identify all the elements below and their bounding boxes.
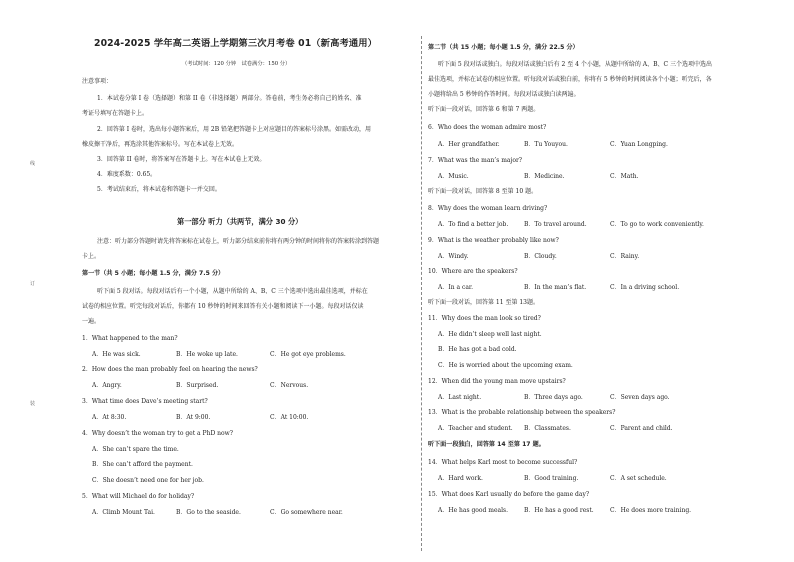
- option-a[interactable]: A．In a car.: [438, 284, 474, 291]
- option-a[interactable]: A．Her grandfather.: [438, 141, 500, 148]
- section2-intro: 最佳选项，并标在试卷的相应位置。听每段对话或独白前，你将有 5 秒钟的时间阅读各个小题；听完后，各: [428, 76, 712, 83]
- question-8: 8．Why does the woman learn driving?: [428, 205, 548, 212]
- exam-title: 2024-2025 学年高二英语上学期第三次月考卷 01（新高考通用）: [94, 38, 378, 49]
- option-c[interactable]: C．A set schedule.: [610, 475, 667, 482]
- question-1: 1．What happened to the man?: [82, 335, 178, 342]
- margin-marker: 装: [30, 401, 36, 407]
- note-line: 4．难度系数：0.65。: [97, 171, 157, 178]
- option-a[interactable]: A．She can’t spare the time.: [92, 446, 179, 453]
- question-6: 6．Who does the woman admire most?: [428, 124, 547, 131]
- question-7: 7．What was the man’s major?: [428, 157, 523, 164]
- section2-title: 第二节（共 15 小题；每小题 1.5 分，满分 22.5 分）: [428, 44, 579, 51]
- question-3: 3．What time does Dave’s meeting start?: [82, 398, 208, 405]
- question-13: 13．What is the probable relationship between the speakers?: [428, 409, 616, 416]
- option-b[interactable]: B．Three days ago.: [524, 394, 583, 401]
- section1-title: 第一节（共 5 小题；每小题 1.5 分，满分 7.5 分）: [82, 270, 225, 277]
- notes-heading: 注意事项：: [82, 78, 113, 85]
- exam-info: （考试时间：120 分钟 试卷满分：150 分）: [182, 61, 291, 67]
- option-a[interactable]: A．He has good meals.: [438, 507, 508, 514]
- option-a[interactable]: A．Last night.: [438, 394, 482, 401]
- option-b[interactable]: B．Good training.: [524, 475, 579, 482]
- option-a[interactable]: A．Windy.: [438, 253, 469, 260]
- question-5: 5．What will Michael do for holiday?: [82, 493, 195, 500]
- option-b[interactable]: B．He has a good rest.: [524, 507, 594, 514]
- question-12: 12．When did the young man move upstairs?: [428, 378, 566, 385]
- part1-intro: 注意：听力部分答题时请先将答案标在试卷上，听力部分结束前你将有两分钟的时间将你的答案转涂到答题: [97, 238, 380, 245]
- section1-intro: 一遍。: [82, 318, 101, 325]
- option-c[interactable]: C．Seven days ago.: [610, 394, 670, 401]
- part1-intro: 卡上。: [82, 253, 101, 260]
- option-c[interactable]: C．At 10:00.: [270, 414, 309, 421]
- option-c[interactable]: C．Rainy.: [610, 253, 640, 260]
- option-a[interactable]: A．Teacher and student.: [438, 425, 513, 432]
- note-line: 5．考试结束后，将本试卷和答题卡一并交回。: [97, 186, 221, 193]
- option-a[interactable]: A．To find a better job.: [438, 221, 509, 228]
- note-line: 考证号填写在答题卡上。: [82, 110, 149, 117]
- option-c[interactable]: C．Go somewhere near.: [270, 509, 343, 516]
- note-line: 1．本试卷分第 I 卷（选择题）和第 II 卷（非选择题）两部分。答卷前，考生务必将自己的姓名、准: [97, 95, 362, 102]
- option-b[interactable]: B．At 9:00.: [176, 414, 211, 421]
- dialog-instruction: 听下面一段对话，回答第 6 和第 7 两题。: [428, 106, 540, 113]
- option-c[interactable]: C．He does more training.: [610, 507, 692, 514]
- option-a[interactable]: A．He was sick.: [92, 351, 141, 358]
- note-line: 2．回答第 I 卷时，选出每小题答案后，用 2B 铅笔把答题卡上对应题目的答案标号涂黑。如需改动，用: [97, 126, 372, 133]
- option-c[interactable]: C．Nervous.: [270, 382, 309, 389]
- section1-intro: 试卷的相应位置。听完每段对话后，你都有 10 秒钟的时间来回答有关小题和阅读下一小题。每段对话仅读: [82, 303, 364, 310]
- option-a[interactable]: A．He didn’t sleep well last night.: [438, 331, 542, 338]
- option-b[interactable]: B．Go to the seaside.: [176, 509, 241, 516]
- section2-intro: 听下面 5 段对话或独白。每段对话或独白后有 2 至 4 个小题，从题中所给的 A、B、C 三个选项中选出: [438, 61, 713, 68]
- dialog-instruction: 听下面一段对话，回答第 8 至第 10 题。: [428, 188, 538, 195]
- option-c[interactable]: C．He got eye problems.: [270, 351, 346, 358]
- note-line: 3．回答第 II 卷时，将答案写在答题卡上。写在本试卷上无效。: [97, 156, 266, 163]
- margin-marker: 线: [30, 161, 36, 167]
- option-a[interactable]: A．Angry.: [92, 382, 122, 389]
- option-c[interactable]: C．She doesn’t need one for her job.: [92, 477, 204, 484]
- option-c[interactable]: C．In a driving school.: [610, 284, 680, 291]
- question-9: 9．What is the weather probably like now?: [428, 237, 559, 244]
- option-c[interactable]: C．Yuan Longping.: [610, 141, 668, 148]
- question-15: 15．What does Karl usually do before the game day?: [428, 491, 590, 498]
- question-11: 11．Why does the man look so tired?: [428, 315, 541, 322]
- question-10: 10．Where are the speakers?: [428, 268, 518, 275]
- option-a[interactable]: A．Hard work.: [438, 475, 483, 482]
- option-c[interactable]: C．Math.: [610, 173, 639, 180]
- option-b[interactable]: B．To travel around.: [524, 221, 587, 228]
- option-b[interactable]: B．He woke up late.: [176, 351, 238, 358]
- option-b[interactable]: B．He has got a bad cold.: [438, 346, 517, 353]
- part1-title: 第一部分 听力（共两节，满分 30 分）: [177, 217, 303, 226]
- question-2: 2．How does the man probably feel on hearing the news?: [82, 366, 258, 373]
- option-b[interactable]: B．She can’t afford the payment.: [92, 461, 193, 468]
- margin-marker: 订: [30, 281, 36, 287]
- section2-intro: 小题将给出 5 秒钟的作答时间。每段对话或独白读两遍。: [428, 91, 580, 98]
- option-c[interactable]: C．To go to work conveniently.: [610, 221, 704, 228]
- option-c[interactable]: C．He is worried about the upcoming exam.: [438, 362, 573, 369]
- option-c[interactable]: C．Parent and child.: [610, 425, 673, 432]
- note-line: 橡皮擦干净后，再选涂其他答案标号。写在本试卷上无效。: [82, 141, 239, 148]
- option-a[interactable]: A．Music.: [438, 173, 469, 180]
- column-divider: [421, 36, 422, 551]
- option-a[interactable]: A．Climb Mount Tai.: [92, 509, 155, 516]
- option-b[interactable]: B．Cloudy.: [524, 253, 557, 260]
- dialog-instruction: 听下面一段对话，回答第 11 至第 13题。: [428, 299, 539, 306]
- dialog-instruction: 听下面一段独白，回答第 14 至第 17 题。: [428, 441, 545, 448]
- section1-intro: 听下面 5 段对话。每段对话后有一个小题，从题中所给的 A、B、C 三个选项中选出最佳选项，并标在: [97, 288, 368, 295]
- question-14: 14．What helps Karl most to become successful?: [428, 459, 578, 466]
- option-b[interactable]: B．Classmates.: [524, 425, 571, 432]
- question-4: 4．Why doesn’t the woman try to get a PhD now?: [82, 430, 233, 437]
- option-b[interactable]: B．In the man’s flat.: [524, 284, 587, 291]
- option-b[interactable]: B．Surprised.: [176, 382, 219, 389]
- option-b[interactable]: B．Tu Youyou.: [524, 141, 568, 148]
- option-a[interactable]: A．At 8:30.: [92, 414, 127, 421]
- option-b[interactable]: B．Medicine.: [524, 173, 565, 180]
